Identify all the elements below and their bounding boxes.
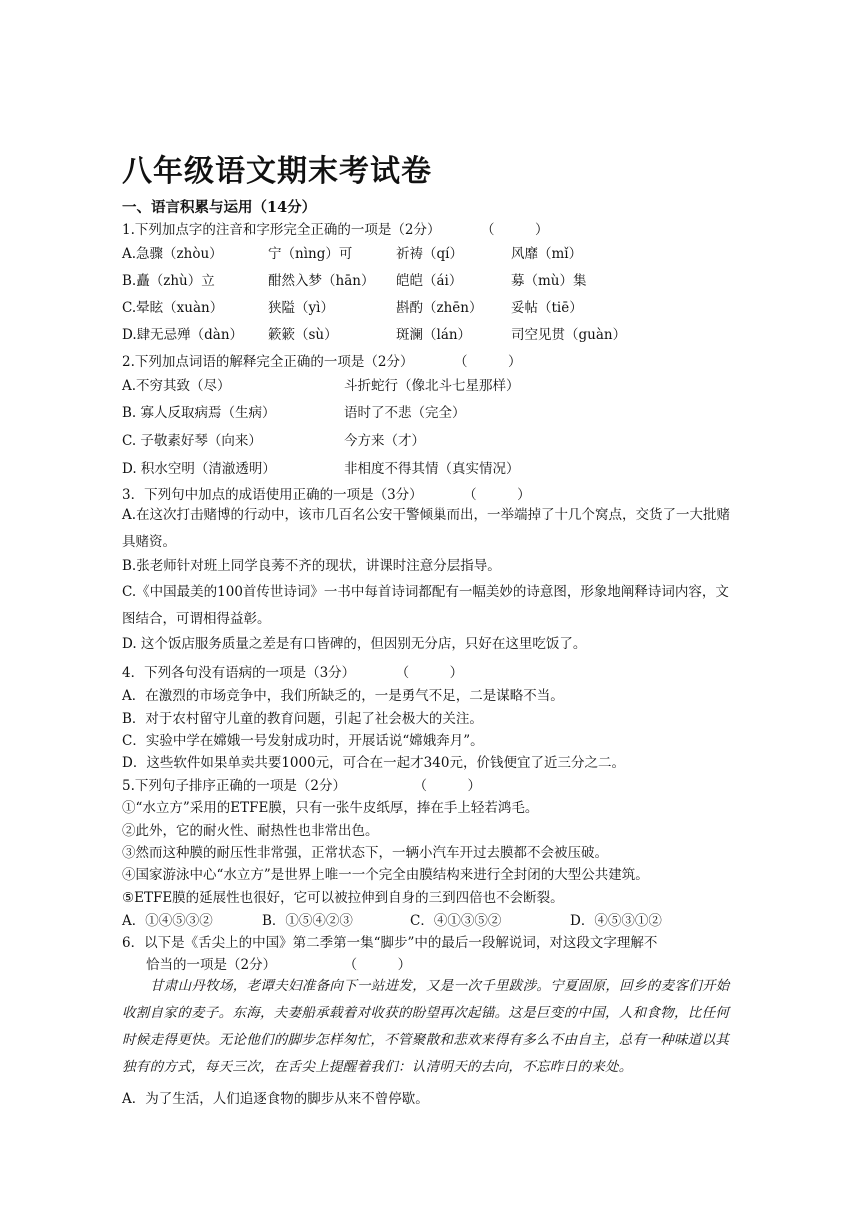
q2-option-c: C. 子敬素好琴（向来）	[122, 433, 262, 449]
q5-stem: 5.下列句子排序正确的一项是（2分） （ ）	[122, 778, 481, 794]
q3-option-b: B.张老师针对班上同学良莠不齐的现状，讲课时注意分层指导。	[122, 558, 501, 574]
q6-option-a: A．为了生活，人们追逐食物的脚步从来不曾停歇。	[122, 1091, 429, 1107]
q1-option-c: 狭隘（yì）	[268, 300, 334, 316]
q2-option-d: 非相度不得其情（真实情况）	[344, 461, 520, 477]
q3-stem: 3．下列句中加点的成语使用正确的一项是（3分） （ ）	[122, 487, 531, 503]
q2-option-b: B. 寡人反取病焉（生病）	[122, 405, 276, 421]
q5-option-b: B．①⑤④②③	[262, 913, 353, 929]
q4-option-a: A．在激烈的市场竞争中，我们所缺乏的，一是勇气不足，二是谋略不当。	[122, 688, 564, 704]
q5-sentence-1: ①“水立方”采用的ETFE膜，只有一张牛皮纸厚，捧在手上轻若鸿毛。	[122, 800, 539, 816]
q1-option-b: 酣然入梦（hān）	[268, 273, 375, 289]
q1-option-c: 斟酌（zhēn）	[396, 300, 483, 316]
q5-option-a: A．①④⑤③②	[122, 913, 213, 929]
q1-option-d: D.肆无忌殚（dàn）	[122, 327, 244, 343]
q1-option-a: 宁（nìng）可	[268, 246, 353, 262]
q1-option-a: A.急骤（zhòu）	[122, 246, 223, 262]
q2-option-b: 语时了不悲（完全）	[344, 405, 466, 421]
q2-stem: 2.下列加点词语的解释完全正确的一项是（2分） （ ）	[122, 354, 522, 370]
q1-option-d: 斑澜（lán）	[396, 327, 472, 343]
q2-option-d: D. 积水空明（清澈透明）	[122, 461, 276, 477]
q1-option-d: 簌簌（sù）	[268, 327, 338, 343]
q1-option-b: 皑皑（ái）	[396, 273, 463, 289]
q4-option-c: C．实验中学在嫦娥一号发射成功时，开展话说“嫦娥奔月”。	[122, 733, 484, 749]
q1-stem: 1.下列加点字的注音和字形完全正确的一项是（2分） （ ）	[122, 222, 549, 238]
q1-option-d: 司空见贯（guàn）	[511, 327, 627, 343]
q5-sentence-2: ②此外，它的耐火性、耐热性也非常出色。	[122, 823, 379, 839]
q3-option-d: D. 这个饭店服务质量之差是有口皆碑的，但因别无分店，只好在这里吃饭了。	[122, 636, 587, 652]
q3-option-c: C.《中国最美的100首传世诗词》一书中每首诗词都配有一幅美妙的诗意图，形象地阐释诗词内容，文图结合，可谓相得益彰。	[122, 584, 729, 627]
q4-stem: 4．下列各句没有语病的一项是（3分） （ ）	[122, 665, 464, 681]
q1-option-a: 风靡（mǐ）	[511, 246, 583, 262]
q2-option-a: 斗折蛇行（像北斗七星那样）	[344, 378, 520, 394]
q6-stem-cont: 恰当的一项是（2分） （ ）	[146, 957, 412, 973]
q1-option-b: B.矗（zhù）立	[122, 273, 215, 289]
q4-option-b: B．对于农村留守儿童的教育问题，引起了社会极大的关注。	[122, 711, 483, 727]
section-heading: 一、语言积累与运用（14分）	[122, 199, 317, 216]
q1-option-b: 募（mù）集	[511, 273, 587, 289]
q5-sentence-3: ③然而这种膜的耐压性非常强，正常状态下，一辆小汽车开过去膜都不会被压破。	[122, 845, 608, 861]
q5-sentence-4: ④国家游泳中心“水立方”是世界上唯一一个完全由膜结构来进行全封闭的大型公共建筑。	[122, 867, 649, 883]
q4-option-d: D．这些软件如果单卖共要1000元，可合在一起才340元，价钱便宜了近三分之二。	[122, 755, 625, 771]
q1-option-c: C.晕眩（xuàn）	[122, 300, 224, 316]
q5-sentence-5: ⑤ETFE膜的延展性也很好，它可以被拉伸到自身的三到四倍也不会断裂。	[122, 890, 564, 906]
q6-stem: 6．以下是《舌尖上的中国》第二季第一集“脚步”中的最后一段解说词，对这段文字理解不	[122, 935, 658, 951]
q2-option-c: 今方来（才）	[344, 433, 425, 449]
exam-title: 八年级语文期末考试卷	[122, 154, 432, 189]
q5-option-d: D．④⑤③①②	[570, 913, 662, 929]
q6-passage: 甘肃山丹牧场，老谭夫妇准备向下一站进发，又是一次千里跋涉。宁夏固原，回乡的麦客们开始收割自家的麦子。东海，夫妻船承载着对收获的盼望再次起锚。这是巨变的中国，人和食物，比任何时候走得更快。无论他们的脚步怎样匆忙，不管聚散和悲欢来得有多么不由自主，总有一种味道以其独有的方式，每天三次，在舌尖上提醒着我们：认清明天的去向，不忘昨日的来处。	[122, 978, 730, 1075]
q1-option-c: 妥帖（tiē）	[511, 300, 583, 316]
q3-option-a: A.在这次打击赌博的行动中，该市几百名公安干警倾巢而出，一举端掉了十几个窝点，交货了一大批赌具赌资。	[122, 507, 731, 550]
q5-option-c: C．④①③⑤②	[410, 913, 502, 929]
q2-option-a: A.不穷其致（尽）	[122, 378, 231, 394]
q1-option-a: 祈祷（qí）	[396, 246, 463, 262]
